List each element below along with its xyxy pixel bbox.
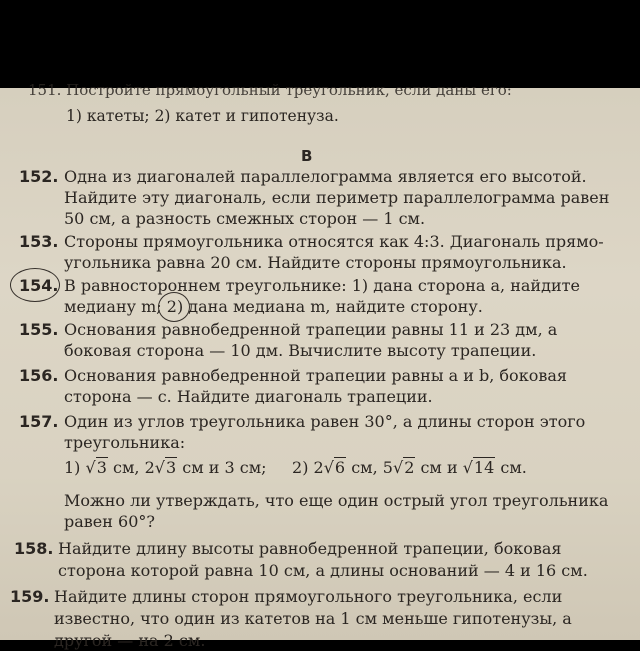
problem-number: 153. (19, 232, 59, 251)
problem-text-line: 50 см, а разность смежных сторон — 1 см. (64, 209, 426, 228)
problem-number: 154. (19, 276, 59, 295)
problem-text-line: Найдите длины сторон прямоугольного треугольника, если (54, 587, 563, 606)
problem-number: 152. (19, 167, 59, 186)
problem-number: 156. (19, 366, 59, 385)
problem-text-line: В равностороннем треугольнике: 1) дана сторона a, найдите (64, 276, 580, 295)
problem-text-line: известно, что один из катетов на 1 см меньше гипотенузы, а (54, 609, 572, 628)
problem-number: 157. (19, 412, 59, 431)
problem-text-line: другой — на 2 см. (54, 631, 206, 650)
problem-number: 159. (10, 587, 50, 606)
problem-text-line: сторона которой равна 10 см, а длины оснований — 4 и 16 см. (58, 561, 588, 580)
option-1-label: 1) (64, 458, 81, 477)
sqrt-expression: √14 (462, 458, 495, 477)
sqrt-expression: √6 (323, 458, 346, 477)
problem-text-line: Основания равнобедренной трапеции равны 11 и 23 дм, а (64, 320, 558, 339)
sqrt-expression: √3 (85, 458, 107, 477)
problem-text-line: Можно ли утверждать, что еще один острый угол треугольника (64, 491, 609, 510)
handwritten-circle-option-2 (158, 292, 190, 322)
sqrt-expression: √2 (392, 458, 415, 477)
problem-157-options: 1) √3 см, 2√3 см и 3 см; 2) 2√6 см, 5√2 см и √14 см. (64, 458, 527, 477)
problem-text-line: боковая сторона — 10 дм. Вычислите высоту трапеции. (64, 341, 537, 360)
problem-number: 158. (14, 539, 54, 558)
problem-text-line: Одна из диагоналей параллелограмма является его высотой. (64, 167, 587, 186)
problem-text-line: равен 60°? (64, 512, 155, 531)
handwritten-circle-154 (10, 268, 60, 302)
section-label: В (301, 147, 313, 165)
problem-text-line: Стороны прямоугольника относятся как 4:3. Диагональ прямо- (64, 232, 604, 251)
problem-text-line: Найдите эту диагональ, если периметр параллелограмма равен (64, 188, 610, 207)
sqrt-expression: √3 (154, 458, 177, 477)
problem-text-line: Основания равнобедренной трапеции равны a и b, боковая (64, 366, 567, 385)
problem-text-line: медиану m; 2) дана медиана m, найдите сторону. (64, 297, 483, 316)
problem-151-cutoff: 151. Постройте прямоугольный треугольник, если даны его: (28, 81, 512, 99)
problem-text-line: сторона — c. Найдите диагональ трапеции. (64, 387, 433, 406)
problem-151-continuation: 1) катеты; 2) катет и гипотенуза. (66, 107, 339, 125)
problem-text-line: угольника равна 20 см. Найдите стороны прямоугольника. (64, 253, 567, 272)
problem-text-line: треугольника: (64, 433, 186, 452)
option-2-label: 2) (292, 458, 309, 477)
problem-text-line: Один из углов треугольника равен 30°, а длины сторон этого (64, 412, 586, 431)
problem-text-line: Найдите длину высоты равнобедренной трапеции, боковая (58, 539, 562, 558)
problem-number: 155. (19, 320, 59, 339)
